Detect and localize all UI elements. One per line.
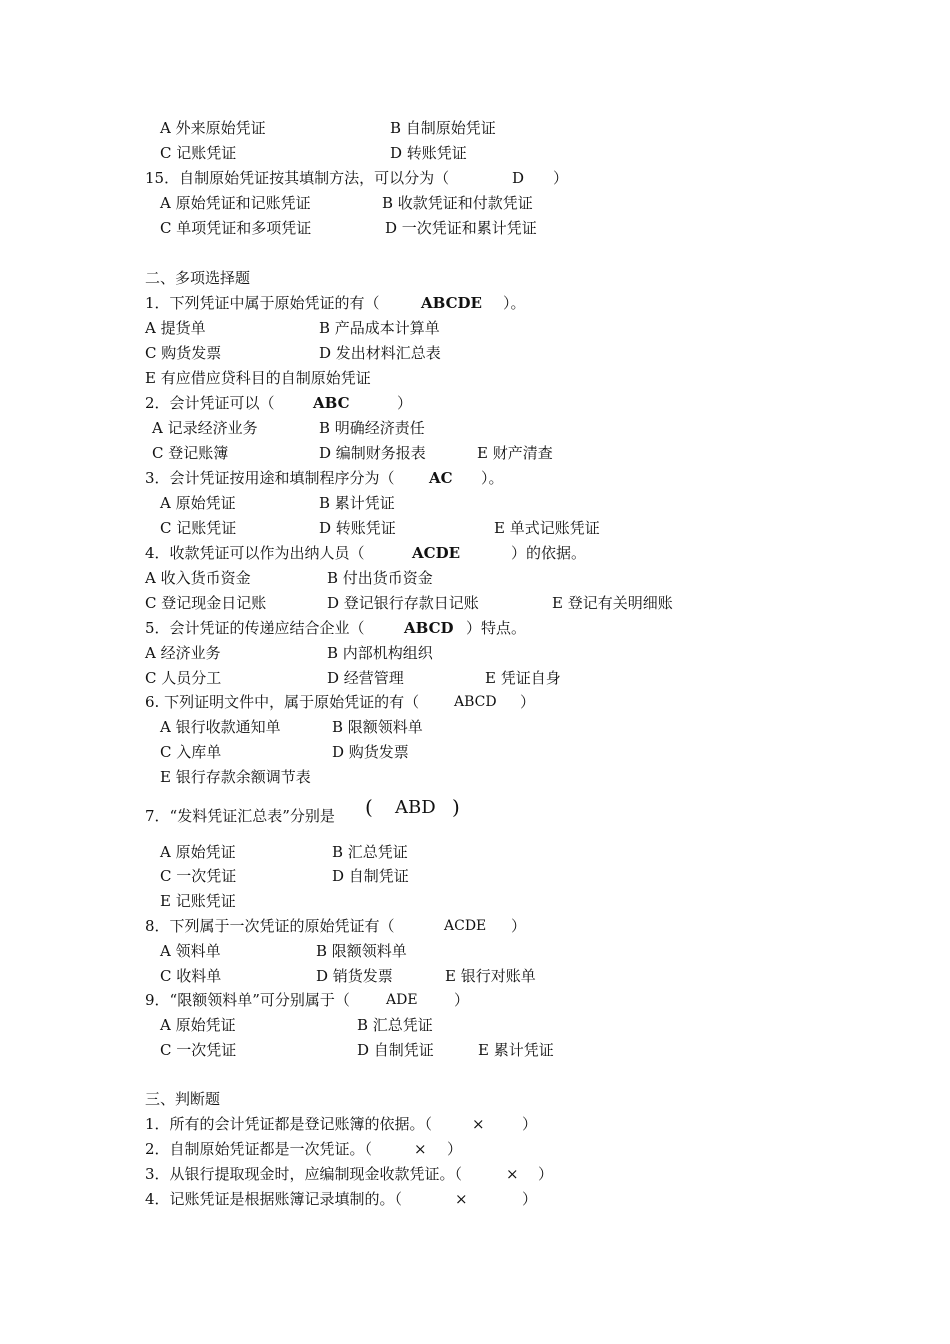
mc-q1-option-b: B 产品成本计算单	[319, 319, 440, 337]
mc-q3-option-b: B 累计凭证	[319, 494, 395, 512]
tf-q4-stem: 4．记账凭证是根据账簿记录填制的。（	[145, 1190, 403, 1208]
mc-q7-option-e: E 记账凭证	[160, 892, 236, 910]
mc-q9-stem: 9．“限额领料单”可分别属于（	[145, 991, 350, 1009]
mc-q8-answer: ACDE	[444, 918, 487, 934]
mc-q9-option-c: C 一次凭证	[160, 1041, 237, 1059]
tf-q1-stem: 1．所有的会计凭证都是登记账簿的依据。（	[145, 1115, 433, 1133]
mc-q3-option-a: A 原始凭证	[160, 494, 236, 512]
mc-q5-option-d: D 经营管理	[327, 669, 404, 687]
mc-q9-option-a: A 原始凭证	[160, 1016, 236, 1034]
tf-q4-close: ）	[522, 1190, 538, 1208]
mc-q3-stem: 3．会计凭证按用途和填制程序分为（	[145, 469, 395, 487]
mc-q5-option-e: E 凭证自身	[485, 669, 561, 687]
mc-q6-answer: ABCD	[454, 694, 497, 710]
mc-q8-option-e: E 银行对账单	[445, 967, 536, 985]
section-heading-multiple-choice: 二、多项选择题	[145, 269, 251, 287]
tf-q2-close: ）	[447, 1140, 463, 1158]
mc-q4-stem: 4．收款凭证可以作为出纳人员（	[145, 544, 365, 562]
tf-q4-answer: ×	[455, 1190, 468, 1208]
mc-q8-option-a: A 领料单	[160, 942, 221, 960]
mc-q9-close: ）	[454, 991, 470, 1009]
tf-q2-answer: ×	[414, 1140, 427, 1158]
mc-q5-option-a: A 经济业务	[145, 644, 221, 662]
mc-q8-option-c: C 收料单	[160, 967, 222, 985]
mc-q4-option-d: D 登记银行存款日记账	[327, 594, 479, 612]
q15-answer: D	[512, 169, 525, 187]
tf-q2-stem: 2．自制原始凭证都是一次凭证。（	[145, 1140, 373, 1158]
mc-q2-option-d: D 编制财务报表	[319, 444, 426, 462]
mc-q2-answer: ABC	[313, 394, 350, 412]
section-heading-true-false: 三、判断题	[145, 1090, 221, 1108]
tf-q3-close: ）	[538, 1165, 554, 1183]
tf-q1-answer: ×	[472, 1115, 485, 1133]
mc-q5-option-b: B 内部机构组织	[327, 644, 433, 662]
q15-stem: 15．自制原始凭证按其填制方法，可以分为（	[145, 169, 450, 187]
mc-q2-option-c: C 登记账簿	[152, 444, 229, 462]
mc-q7-option-c: C 一次凭证	[160, 867, 237, 885]
mc-q4-option-a: A 收入货币资金	[145, 569, 251, 587]
mc-q3-option-c: C 记账凭证	[160, 519, 237, 537]
mc-q6-option-c: C 入库单	[160, 743, 222, 761]
mc-q2-close: ）	[397, 394, 413, 412]
mc-q7-option-a: A 原始凭证	[160, 843, 236, 861]
mc-q6-stem: 6. 下列证明文件中，属于原始凭证的有（	[145, 693, 420, 711]
mc-q8-close: ）	[511, 917, 527, 935]
mc-q7-stem: 7．“发料凭证汇总表”分别是	[145, 807, 335, 825]
mc-q8-option-b: B 限额领料单	[316, 942, 407, 960]
mc-q5-answer: ABCD	[404, 619, 454, 637]
q15-close: ）	[553, 169, 569, 187]
mc-q6-option-a: A 银行收款通知单	[160, 718, 281, 736]
q15-option-b: B 收款凭证和付款凭证	[382, 194, 533, 212]
mc-q8-stem: 8．下列属于一次凭证的原始凭证有（	[145, 917, 395, 935]
mc-q4-option-b: B 付出货币资金	[327, 569, 433, 587]
tf-q3-stem: 3．从银行提取现金时，应编制现金收款凭证。（	[145, 1165, 463, 1183]
mc-q3-option-e: E 单式记账凭证	[494, 519, 600, 537]
mc-q7-close: )	[452, 795, 460, 819]
mc-q3-answer: AC	[429, 469, 453, 487]
q15-option-d: D 一次凭证和累计凭证	[385, 219, 537, 237]
mc-q4-answer: ACDE	[412, 544, 461, 562]
mc-q9-option-b: B 汇总凭证	[357, 1016, 433, 1034]
mc-q5-stem: 5．会计凭证的传递应结合企业（	[145, 619, 365, 637]
tf-q1-close: ）	[522, 1115, 538, 1133]
q14-option-b: B 自制原始凭证	[390, 119, 496, 137]
mc-q1-option-d: D 发出材料汇总表	[319, 344, 441, 362]
mc-q3-close: ）。	[481, 469, 504, 487]
mc-q1-option-e: E 有应借应贷科目的自制原始凭证	[145, 369, 371, 387]
mc-q2-option-a: A 记录经济业务	[152, 419, 258, 437]
mc-q1-option-c: C 购货发票	[145, 344, 222, 362]
mc-q1-answer: ABCDE	[421, 294, 482, 312]
q14-option-a: A 外来原始凭证	[160, 119, 266, 137]
mc-q4-close: ）的依据。	[511, 544, 587, 562]
mc-q7-option-d: D 自制凭证	[332, 867, 409, 885]
mc-q7-open: (	[365, 795, 373, 819]
q15-option-c: C 单项凭证和多项凭证	[160, 219, 312, 237]
mc-q6-close: ）	[520, 693, 536, 711]
mc-q1-option-a: A 提货单	[145, 319, 206, 337]
mc-q7-option-b: B 汇总凭证	[332, 843, 408, 861]
mc-q7-answer: ABD	[395, 797, 436, 818]
mc-q6-option-d: D 购货发票	[332, 743, 409, 761]
mc-q4-option-c: C 登记现金日记账	[145, 594, 267, 612]
q15-option-a: A 原始凭证和记账凭证	[160, 194, 311, 212]
mc-q9-option-d: D 自制凭证	[357, 1041, 434, 1059]
mc-q1-stem: 1．下列凭证中属于原始凭证的有（	[145, 294, 380, 312]
mc-q9-answer: ADE	[386, 992, 418, 1008]
mc-q2-stem: 2．会计凭证可以（	[145, 394, 275, 412]
mc-q4-option-e: E 登记有关明细账	[552, 594, 673, 612]
tf-q3-answer: ×	[506, 1165, 519, 1183]
mc-q3-option-d: D 转账凭证	[319, 519, 396, 537]
mc-q6-option-e: E 银行存款余额调节表	[160, 768, 311, 786]
mc-q8-option-d: D 销货发票	[316, 967, 393, 985]
q14-option-c: C 记账凭证	[160, 144, 237, 162]
mc-q2-option-b: B 明确经济责任	[319, 419, 425, 437]
mc-q6-option-b: B 限额领料单	[332, 718, 423, 736]
mc-q2-option-e: E 财产清查	[477, 444, 553, 462]
mc-q9-option-e: E 累计凭证	[478, 1041, 554, 1059]
q14-option-d: D 转账凭证	[390, 144, 467, 162]
mc-q1-close: ）。	[503, 294, 526, 312]
mc-q5-close: ）特点。	[466, 619, 527, 637]
mc-q5-option-c: C 人员分工	[145, 669, 222, 687]
